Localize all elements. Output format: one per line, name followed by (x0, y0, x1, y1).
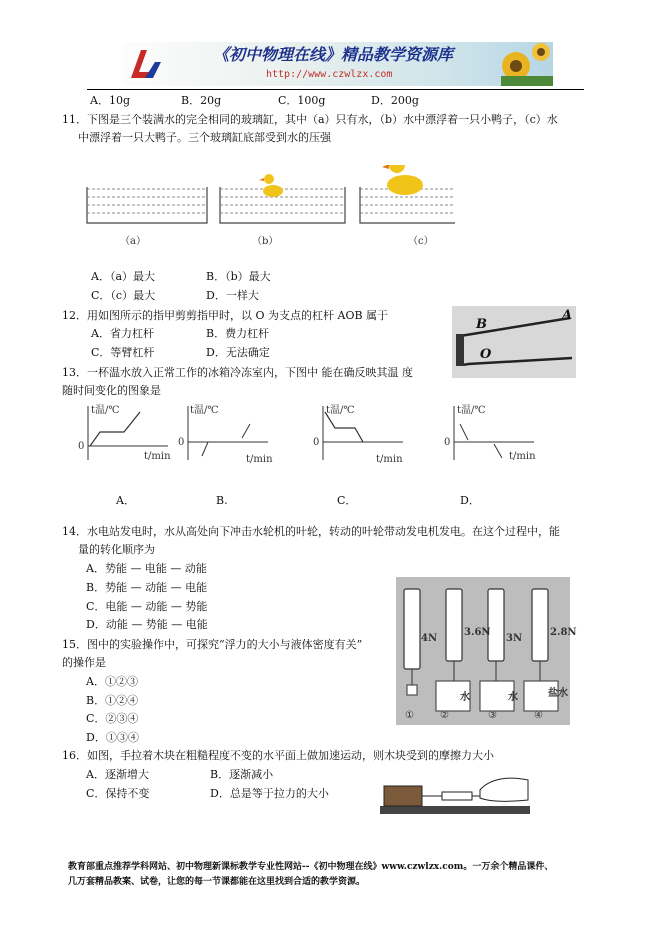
q15-liquid-4: 盐水 (548, 688, 568, 699)
q15-option-d: D．①③④ (86, 731, 139, 744)
q13-axis-y-d: t温/℃ (457, 405, 486, 416)
header-rule (87, 89, 584, 90)
q15-num-1: ① (405, 710, 414, 721)
q12-label-a: A (562, 308, 573, 323)
q12-option-c: C．等臂杠杆 (91, 346, 155, 359)
q13-axis-x-b: t/min (246, 454, 273, 465)
q15-text-line1: 15．图中的实验操作中，可探究“浮力的大小与液体密度有关” (62, 638, 363, 651)
q16-option-d: D．总是等于拉力的大小 (210, 787, 329, 800)
q11-label-b: （b） (252, 236, 279, 247)
q16-text: 16．如图，手拉着木块在粗糙程度不变的水平面上做加速运动，则木块受到的摩擦力大小 (62, 749, 494, 762)
q13-text-line2: 随时间变化的图象是 (62, 384, 161, 397)
q16-option-a: A．逐渐增大 (86, 768, 149, 781)
q10-option-c: C．100g (278, 94, 326, 107)
q14-option-c: C．电能 — 动能 — 势能 (86, 600, 208, 613)
q15-option-a: A．①②③ (86, 675, 138, 688)
q16-option-b: B．逐渐减小 (210, 768, 274, 781)
q12-option-d: D．无法确定 (206, 346, 270, 359)
q13-axis-y-a: t温/℃ (91, 405, 120, 416)
q11-label-a: （a） (120, 236, 146, 247)
q16-option-c: C．保持不变 (86, 787, 150, 800)
q13-axis-x-d: t/min (509, 451, 536, 462)
q10-option-b: B．20g (181, 94, 222, 107)
q13-label-c: C． (337, 494, 357, 507)
q13-origin-b: 0 (178, 437, 185, 448)
footer-line1: 教育部重点推荐学科网站、初中物理新课标教学专业性网站--《初中物理在线》www.czwlzx.com。一万余个精品课件、 (68, 862, 554, 872)
q12-label-o: O (480, 347, 492, 362)
q14-text-line1: 14．水电站发电时，水从高处向下冲击水轮机的叶轮，转动的叶轮带动发电机发电。在这个过程中，能 (62, 525, 560, 538)
q15-option-c: C．②③④ (86, 712, 139, 725)
header-title: 《初中物理在线》精品教学资源库 (213, 45, 454, 64)
q13-label-d: D． (460, 494, 480, 507)
q14-option-a: A．势能 — 电能 — 动能 (86, 562, 207, 575)
q11-option-c: C．（c）最大 (91, 289, 156, 302)
q15-text-line2: 的操作是 (62, 656, 106, 669)
q10-option-d: D．200g (371, 94, 419, 107)
q12-text: 12．用如图所示的指甲剪剪指甲时，以 O 为支点的杠杆 AOB 属于 (62, 309, 389, 322)
q12-option-a: A．省力杠杆 (91, 327, 154, 340)
q11-label-c: （c） (408, 236, 434, 247)
q15-force-4: 2.8N (550, 627, 577, 638)
q15-force-2: 3.6N (464, 627, 491, 638)
q11-option-b: B．（b）最大 (206, 270, 271, 283)
q15-num-4: ④ (534, 710, 543, 721)
q13-axis-x-a: t/min (144, 451, 171, 462)
q13-origin-c: 0 (313, 437, 320, 448)
q16-block-pull-figure (380, 766, 530, 814)
q10-option-a: A．10g (90, 94, 130, 107)
q13-axis-y-c: t温/℃ (326, 405, 355, 416)
q13-label-b: B. (216, 494, 228, 507)
q13-axis-y-b: t温/℃ (190, 405, 219, 416)
q15-num-3: ③ (488, 710, 497, 721)
nail-clipper-icon (452, 306, 576, 378)
q13-text-line1: 13．一杯温水放入正常工作的冰箱冷冻室内，下图中 能在确反映其温 度 (62, 366, 413, 379)
q12-option-b: B．费力杠杆 (206, 327, 270, 340)
q11-option-a: A．（a）最大 (91, 270, 156, 283)
q14-text-line2: 量的转化顺序为 (78, 543, 155, 556)
q15-num-2: ② (440, 710, 449, 721)
header-url: http://www.czwlzx.com (266, 69, 393, 80)
small-duck-icon (259, 174, 283, 197)
q11-text-line1: 11．下图是三个装满水的完全相同的玻璃缸，其中（a）只有水，（b）水中漂浮着一只小鸭子，（c）水 (62, 113, 558, 126)
big-duck-icon (382, 165, 423, 195)
footer-line2: 几万套精品教案、试卷，让您的每一节课都能在这里找到合适的教学资源。 (68, 877, 366, 887)
header-banner (121, 42, 553, 86)
hand-icon (480, 778, 528, 801)
q11-option-d: D．一样大 (206, 289, 259, 302)
q14-option-b: B．势能 — 动能 — 电能 (86, 581, 208, 594)
q12-label-b: B (476, 317, 487, 332)
q15-force-1: 4N (421, 633, 438, 644)
q14-option-d: D．动能 — 势能 — 电能 (86, 618, 208, 631)
q11-text-line2: 中漂浮着一只大鸭子。三个玻璃缸底部受到水的压强 (78, 131, 331, 144)
q15-force-3: 3N (506, 633, 523, 644)
q15-liquid-2: 水 (460, 692, 470, 703)
q13-label-a: A． (116, 494, 135, 507)
q13-origin-d: 0 (444, 437, 451, 448)
q15-spring-scale-figure (396, 577, 570, 725)
q11-tanks-figure (85, 165, 455, 235)
q13-origin-a: 0 (78, 441, 85, 452)
q13-axis-x-c: t/min (376, 454, 403, 465)
q15-option-b: B．①②④ (86, 694, 139, 707)
q15-liquid-3: 水 (508, 692, 518, 703)
